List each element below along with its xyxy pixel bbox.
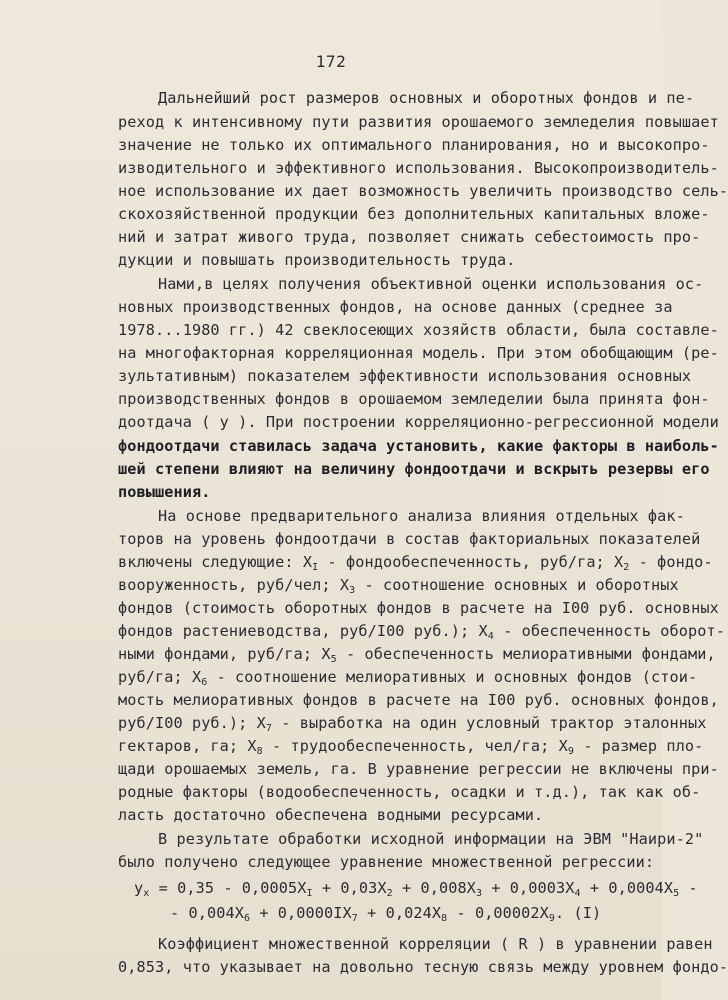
text-segment: торов на уровень фондоотдачи в состав факториальных показателей	[118, 530, 701, 548]
text-line	[118, 412, 719, 432]
equation-line	[170, 903, 601, 923]
text-line	[118, 227, 700, 247]
text-segment: + 0,0003X	[482, 879, 575, 897]
text-segment: на многофакторная корреляционная модель. При этом обобщающим (ре-	[118, 344, 719, 362]
text-segment: + 0,0004X	[580, 879, 674, 897]
subscript: I	[312, 562, 319, 573]
text-segment: + 0,008X	[392, 879, 476, 897]
text-line	[118, 690, 719, 710]
text-segment: родные факторы (водообеспеченность, осадки и т.д.), так как об-	[118, 783, 701, 801]
text-segment: - выработка на один условный трактор эталонных	[272, 714, 707, 732]
text-segment: ное использование их дает возможность увеличить производство сель-	[118, 182, 728, 200]
text-line	[158, 934, 713, 954]
text-segment: 0,853, что указывает на довольно тесную связь между уровнем фондо-	[118, 958, 728, 976]
text-line	[118, 957, 728, 977]
subscript: 3	[475, 888, 483, 899]
text-segment: Дальнейший рост размеров основных и оборотных фондов и пе-	[158, 89, 695, 107]
text-segment: мость мелиоративных фондов в расчете на I00 руб. основных фондов,	[118, 691, 719, 709]
text-segment: - 0,00002X	[447, 904, 549, 922]
text-line	[118, 158, 719, 178]
text-segment: реход к интенсивному пути развития орошаемого земледелия повышает	[118, 113, 719, 131]
text-line	[118, 482, 210, 502]
equation-line	[134, 878, 698, 898]
text-line	[118, 552, 713, 572]
text-segment: + 0,0000IX	[250, 904, 352, 922]
text-line	[118, 459, 710, 479]
text-line	[118, 644, 716, 664]
subscript: 4	[574, 888, 581, 899]
text-line	[118, 782, 700, 802]
text-line	[158, 829, 703, 849]
text-segment: фондов растениеводства, руб/I00 руб.); X	[118, 622, 488, 640]
text-line	[118, 320, 719, 340]
text-segment: - обеспеченность оборот-	[493, 622, 725, 640]
text-line	[118, 529, 700, 549]
text-segment: - фондообеспеченность, руб/га; X	[318, 553, 624, 571]
subscript: 2	[386, 888, 393, 899]
text-segment: руб/га; X	[118, 668, 202, 686]
text-segment: 1978...1980 гг.) 42 свеклосеющих хозяйств области, была составле-	[118, 321, 719, 339]
subscript: 9	[567, 746, 574, 757]
text-segment: = 0,35 - 0,0005X	[149, 879, 307, 897]
subscript: I	[306, 888, 313, 899]
text-segment: шей степени влияют на величину фондоотдачи и вскрыть резервы его	[118, 460, 710, 478]
text-segment: у	[134, 879, 144, 897]
text-segment: - обеспеченность мелиоративными фондами,	[336, 645, 716, 663]
text-segment: доотдача ( у ). При построении корреляционно-регрессионной модели	[118, 413, 719, 431]
text-line	[118, 598, 719, 618]
text-segment: В результате обработки исходной информации на ЭВМ "Наири-2"	[158, 830, 704, 848]
text-segment: щади орошаемых земель, га. В уравнение регрессии не включены при-	[118, 760, 719, 778]
text-segment: + 0,024X	[357, 904, 442, 922]
subscript: 6	[243, 913, 251, 924]
text-line	[118, 852, 654, 872]
text-segment: - фондо-	[629, 553, 713, 571]
text-segment: было получено следующее уравнение множественной регрессии:	[118, 853, 655, 871]
text-line	[158, 274, 703, 294]
text-segment: включены следующие: X	[118, 553, 313, 571]
text-line	[118, 112, 719, 132]
text-segment: повышения.	[118, 483, 211, 501]
subscript: 8	[256, 746, 263, 757]
text-segment: ласть достаточно обеспечена водными ресурсами.	[118, 806, 544, 824]
text-segment: новных производственных фондов, на основе данных (среднее за	[118, 298, 673, 316]
text-segment: гектаров, га; X	[118, 737, 257, 755]
subscript: 5	[673, 888, 680, 899]
text-segment: На основе предварительного анализа влияния отдельных фак-	[158, 507, 685, 525]
subscript: 9	[548, 913, 556, 924]
text-segment: фондов (стоимость оборотных фондов в расчете на I00 руб. основных	[118, 599, 719, 617]
subscript: x	[143, 888, 150, 899]
text-segment: изводительного и эффективного использования. Высокопроизводитель-	[118, 159, 719, 177]
text-line	[118, 621, 725, 641]
text-segment: - трудообеспеченность, чел/га; X	[262, 737, 568, 755]
text-segment: - соотношение основных и оборотных	[355, 576, 679, 594]
text-line	[118, 250, 515, 270]
text-line	[118, 713, 706, 733]
page-number: 172	[315, 52, 347, 71]
text-segment: дукции и повышать производительность труда.	[118, 251, 516, 269]
text-segment: Коэффициент множественной корреляции ( R ) в уравнении равен	[158, 935, 713, 953]
text-segment: Нами,в целях получения объективной оценки использования ос-	[158, 275, 704, 293]
text-segment: - размер пло-	[573, 737, 704, 755]
text-segment: руб/I00 руб.); X	[118, 714, 266, 732]
subscript: 8	[441, 913, 448, 924]
text-line	[118, 366, 691, 386]
text-segment: . (I)	[555, 904, 602, 922]
subscript: 4	[487, 631, 494, 642]
text-line	[118, 759, 719, 779]
text-line	[118, 297, 673, 317]
text-line	[158, 506, 685, 526]
text-line	[118, 204, 710, 224]
text-line	[118, 135, 710, 155]
text-segment: - соотношение мелиоративных и основных фондов (стои-	[207, 668, 698, 686]
text-segment: скохозяйственной продукции без дополнительных капитальных вложе-	[118, 205, 710, 223]
subscript: 7	[265, 723, 273, 734]
text-line	[118, 389, 710, 409]
text-segment: производственных фондов в орошаемом земледелии была принята фон-	[118, 390, 710, 408]
text-segment: фондоотдачи ставилась задача установить, какие факторы в наиболь-	[118, 437, 719, 455]
text-line	[118, 181, 728, 201]
subscript: 2	[623, 562, 630, 573]
text-segment: ными фондами, руб/га; X	[118, 645, 331, 663]
text-line	[118, 436, 719, 456]
text-segment: зультативным) показателем эффективности использования основных	[118, 367, 692, 385]
text-line	[158, 88, 694, 108]
text-segment: ний и затрат живого труда, позволяет снижать себестоимость про-	[118, 228, 701, 246]
subscript: 7	[351, 913, 358, 924]
subscript: 3	[349, 585, 356, 596]
text-line	[118, 805, 543, 825]
text-line	[118, 736, 703, 756]
text-segment: значение не только их оптимального планирования, но и высокопро-	[118, 136, 710, 154]
text-segment: вооруженность, руб/чел; X	[118, 576, 350, 594]
subscript: 5	[330, 654, 337, 665]
text-line	[118, 667, 697, 687]
text-segment: -	[679, 879, 698, 897]
text-line	[118, 343, 719, 363]
text-line	[118, 575, 679, 595]
text-segment: + 0,03X	[312, 879, 387, 897]
subscript: 6	[201, 677, 208, 688]
text-segment: - 0,004X	[170, 904, 244, 922]
